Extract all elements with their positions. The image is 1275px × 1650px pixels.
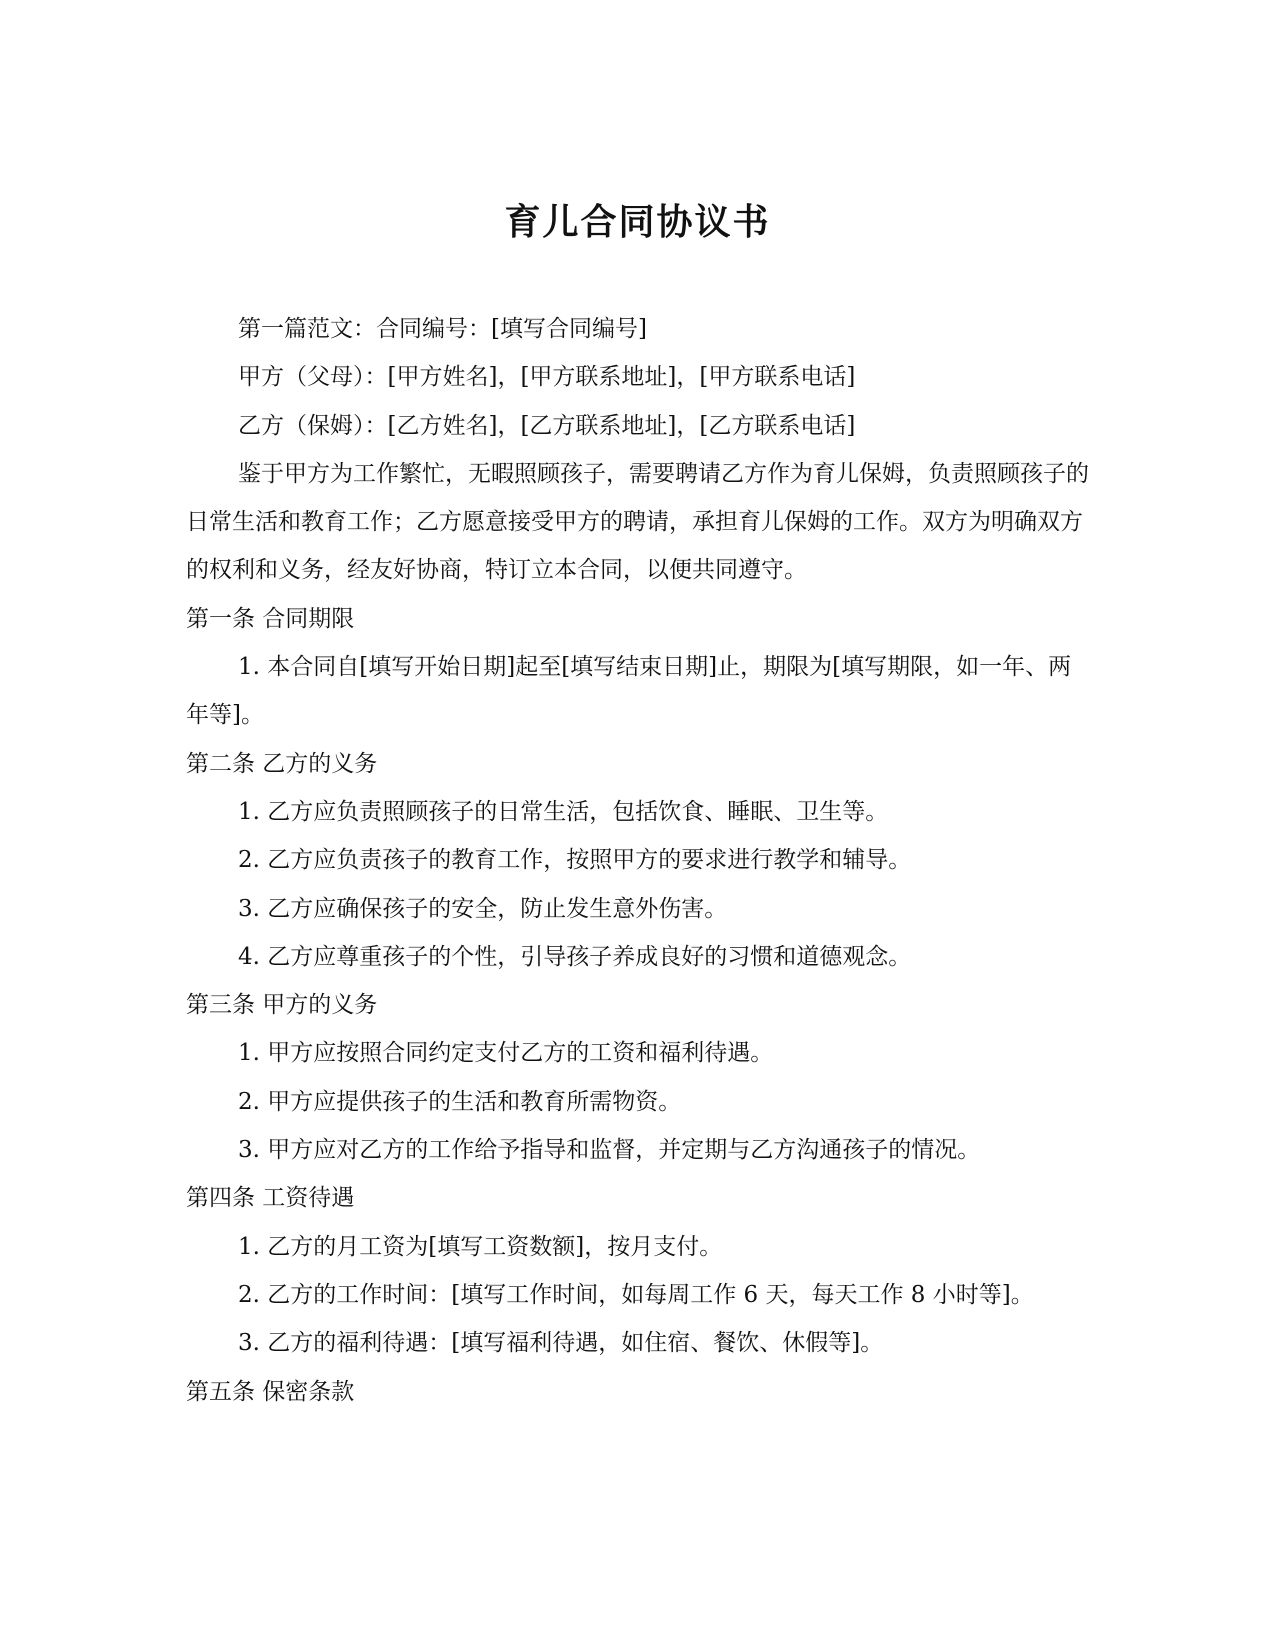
section-heading: 第五条 保密条款 bbox=[186, 1378, 355, 1405]
section-heading: 第三条 甲方的义务 bbox=[186, 992, 378, 1019]
paragraph: 第一篇范文：合同编号：[填写合同编号] bbox=[238, 316, 647, 342]
clause-item: 1. 乙方应负责照顾孩子的日常生活，包括饮食、睡眠、卫生等。 bbox=[238, 798, 889, 825]
clause-item: 3. 乙方的福利待遇：[填写福利待遇，如住宿、餐饮、休假等]。 bbox=[238, 1330, 884, 1357]
document-body bbox=[186, 305, 1090, 1416]
clause-item: 2. 乙方应负责孩子的教育工作，按照甲方的要求进行教学和辅导。 bbox=[238, 847, 912, 874]
clause-item: 3. 甲方应对乙方的工作给予指导和监督，并定期与乙方沟通孩子的情况。 bbox=[238, 1137, 981, 1164]
clause-item: 1. 甲方应按照合同约定支付乙方的工资和福利待遇。 bbox=[238, 1040, 774, 1067]
clause-item: 4. 乙方应尊重孩子的个性，引导孩子养成良好的习惯和道德观念。 bbox=[238, 943, 912, 970]
clause-item: 2. 甲方应提供孩子的生活和教育所需物资。 bbox=[238, 1088, 682, 1115]
section-heading: 第一条 合同期限 bbox=[186, 605, 355, 632]
paragraph: 鉴于甲方为工作繁忙，无暇照顾孩子，需要聘请乙方作为育儿保姆，负责照顾孩子的日常生活和教育工作；乙方愿意接受甲方的聘请，承担育儿保姆的工作。双方为明确双方的权利和义务，经友好协商，特订立本合同，以便共同遵守。 bbox=[186, 460, 1089, 584]
section-heading: 第四条 工资待遇 bbox=[186, 1185, 355, 1212]
clause-item: 1. 乙方的月工资为[填写工资数额]，按月支付。 bbox=[238, 1233, 723, 1260]
clause-item: 3. 乙方应确保孩子的安全，防止发生意外伤害。 bbox=[238, 895, 728, 922]
clause-item: 1. 本合同自[填写开始日期]起至[填写结束日期]止，期限为[填写期限，如一年、两年等]。 bbox=[186, 654, 1072, 729]
section-heading: 第二条 乙方的义务 bbox=[186, 750, 378, 777]
paragraph: 甲方（父母）：[甲方姓名]，[甲方联系地址]，[甲方联系电话] bbox=[238, 364, 856, 391]
document-title: 育儿合同协议书 bbox=[504, 201, 771, 243]
clause-item: 2. 乙方的工作时间：[填写工作时间，如每周工作 6 天，每天工作 8 小时等]。 bbox=[238, 1281, 1034, 1308]
paragraph: 乙方（保姆）：[乙方姓名]，[乙方联系地址]，[乙方联系电话] bbox=[238, 412, 856, 439]
